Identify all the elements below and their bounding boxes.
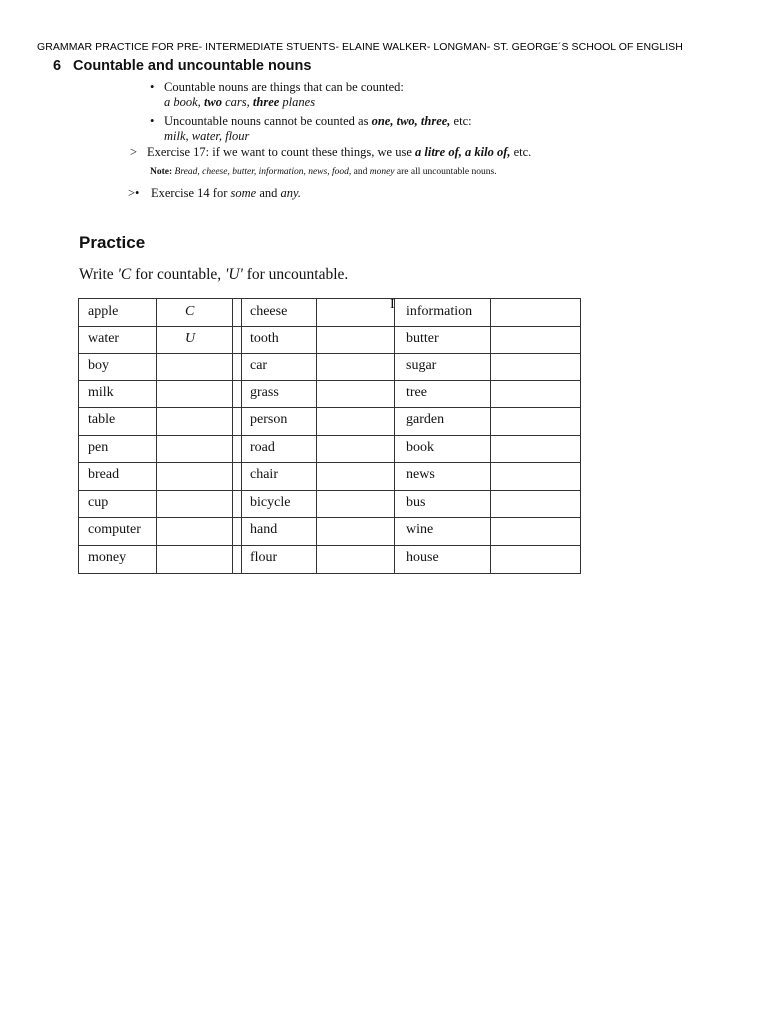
section-title-text: Countable and uncountable nouns: [73, 58, 312, 74]
table-row-divider: [79, 353, 580, 354]
section-title: [53, 58, 311, 74]
note-and: and: [353, 167, 368, 177]
noun-cell: milk: [88, 385, 114, 400]
noun-cell: sugar: [406, 358, 437, 373]
noun-cell: bus: [406, 495, 426, 510]
rule-countable: [150, 80, 472, 110]
example-d: three: [252, 95, 280, 109]
noun-cell: pen: [88, 440, 109, 455]
table-column-divider: [490, 299, 491, 573]
ref1-text: Exercise 17: if we want to count these things, we use: [147, 145, 412, 159]
table-row-divider: [79, 380, 580, 381]
noun-cell: person: [250, 412, 288, 427]
arrow-icon: >: [130, 145, 138, 159]
noun-cell: water: [88, 331, 120, 346]
instruction-c-code: 'C: [117, 266, 132, 283]
practice-table: [78, 298, 581, 574]
bullet-icon: •: [150, 80, 155, 94]
noun-cell: car: [250, 358, 268, 373]
table-column-divider: [232, 299, 233, 573]
noun-cell: chair: [250, 467, 278, 482]
table-row-divider: [79, 545, 580, 546]
section-number: 6: [53, 58, 62, 74]
ref1-end: etc.: [513, 145, 532, 159]
rule-countable-example: [164, 95, 472, 110]
noun-cell: cup: [88, 495, 109, 510]
noun-cell: table: [88, 412, 116, 427]
noun-cell: computer: [88, 522, 141, 537]
noun-cell: garden: [406, 412, 445, 427]
noun-cell: information: [406, 304, 473, 319]
table-row-divider: [79, 407, 580, 408]
noun-cell: bicycle: [250, 495, 291, 510]
noun-cell: news: [406, 467, 435, 482]
example-b: two: [203, 95, 222, 109]
noun-cell: tooth: [250, 331, 279, 346]
arrow-icon: >•: [128, 186, 140, 200]
practice-title: Practice: [79, 233, 146, 252]
table-row-divider: [79, 490, 580, 491]
practice-instruction: [79, 266, 348, 284]
note-end: are all uncountable nouns.: [396, 167, 497, 177]
noun-cell: wine: [406, 522, 434, 537]
noun-cell: bread: [88, 467, 120, 482]
table-row-divider: [79, 435, 580, 436]
noun-cell: flour: [250, 550, 278, 565]
table-column-divider: [394, 299, 395, 573]
noun-cell: hand: [250, 522, 278, 537]
ref2-text: Exercise 14 for: [151, 186, 228, 200]
rule-uncountable-end: etc:: [453, 114, 472, 128]
rule-uncountable-bold: one, two, three,: [371, 114, 451, 128]
answer-cell: C: [185, 304, 195, 319]
note-label: Note:: [150, 167, 173, 177]
exercise-17-reference: [130, 145, 531, 160]
rule-uncountable-text: Uncountable nouns cannot be counted as: [164, 114, 369, 128]
page-header: GRAMMAR PRACTICE FOR PRE- INTERMEDIATE STUENTS- ELAINE WALKER- LONGMAN- ST. GEORGE´S SCHOOL OF ENGLISH: [37, 41, 683, 53]
rule-uncountable-example: milk, water, flour: [164, 129, 250, 143]
ref2-any: any.: [280, 186, 301, 200]
table-column-divider: [156, 299, 157, 573]
example-a: a book,: [164, 95, 201, 109]
answer-cell: U: [185, 331, 196, 346]
noun-cell: house: [406, 550, 439, 565]
example-e: planes: [282, 95, 316, 109]
table-row-divider: [79, 462, 580, 463]
noun-cell: butter: [406, 331, 439, 346]
rules-list: [150, 80, 472, 148]
table-column-divider: [316, 299, 317, 573]
noun-cell: tree: [406, 385, 427, 400]
noun-cell: boy: [88, 358, 109, 373]
table-row-divider: [79, 326, 580, 327]
note-items: Bread, cheese, butter, information, news, food,: [174, 167, 352, 177]
rule-countable-text: Countable nouns are things that can be counted:: [164, 80, 404, 94]
table-column-divider: [241, 299, 242, 573]
ref1-bold: a litre of, a kilo of,: [415, 145, 511, 159]
instruction-end: for uncountable.: [246, 266, 349, 283]
example-c: cars,: [225, 95, 250, 109]
rule-uncountable: [150, 114, 472, 144]
stray-mark: I: [390, 297, 395, 312]
noun-cell: money: [88, 550, 127, 565]
noun-cell: book: [406, 440, 434, 455]
ref2-some: some: [230, 186, 257, 200]
noun-cell: apple: [88, 304, 119, 319]
noun-cell: cheese: [250, 304, 288, 319]
bullet-icon: •: [150, 114, 155, 128]
instruction-mid: for countable,: [135, 266, 222, 283]
noun-cell: grass: [250, 385, 279, 400]
table-row-divider: [79, 517, 580, 518]
instruction-start: Write: [79, 266, 114, 283]
ref2-and: and: [259, 186, 278, 200]
instruction-u-code: 'U': [225, 266, 243, 283]
note: [150, 167, 497, 177]
noun-cell: road: [250, 440, 275, 455]
exercise-14-reference: [128, 186, 301, 201]
note-money: money: [369, 167, 395, 177]
